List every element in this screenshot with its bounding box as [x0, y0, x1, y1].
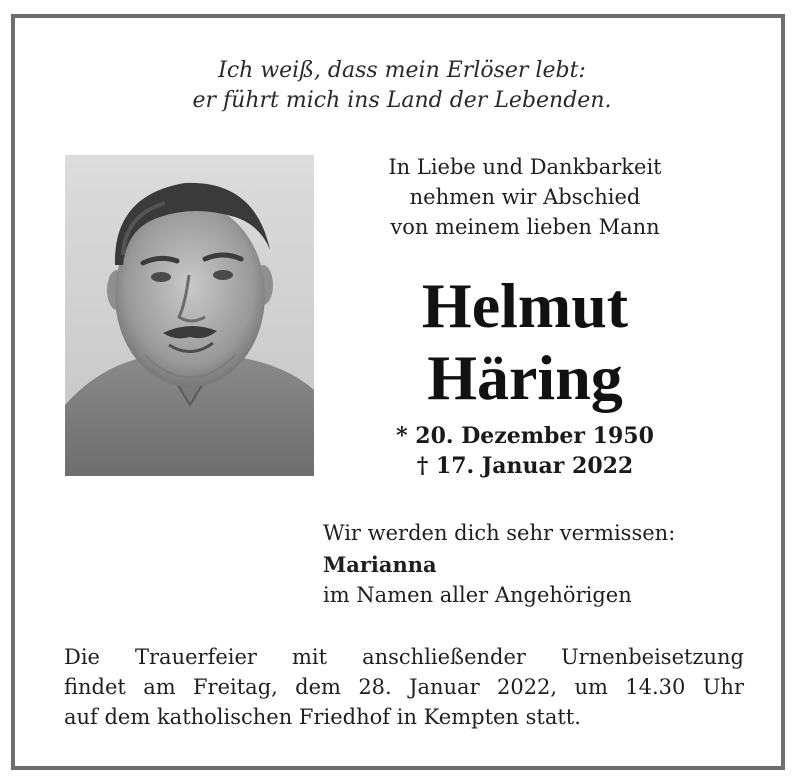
deceased-name: [365, 270, 685, 414]
intro-line-1: In Liebe und Dankbarkeit: [388, 155, 662, 179]
funeral-info: [64, 642, 744, 732]
funeral-line-3: auf dem katholischen Friedhof in Kempten statt.: [64, 705, 581, 729]
birth-date: * 20. Dezember 1950: [396, 423, 654, 449]
relatives-line: im Namen aller Angehörigen: [323, 583, 632, 607]
death-date: † 17. Januar 2022: [416, 453, 634, 479]
farewell-intro: [365, 152, 685, 242]
life-dates: [365, 421, 685, 481]
bible-verse: [15, 56, 789, 116]
mourners-signature: [323, 518, 763, 611]
obituary-notice: [11, 14, 785, 770]
miss-you-line: Wir werden dich sehr vermissen:: [323, 521, 676, 545]
verse-line-1: Ich weiß, dass mein Erlöser lebt:: [218, 58, 586, 83]
mourner-name: Marianna: [323, 552, 437, 577]
funeral-line-1: Die Trauerfeier mit anschließender Urnenbeisetzung: [64, 645, 744, 669]
intro-line-2: nehmen wir Abschied: [409, 185, 641, 209]
intro-line-3: von meinem lieben Mann: [390, 215, 660, 239]
funeral-line-2: findet am Freitag, dem 28. Januar 2022, um 14.30 Uhr: [64, 675, 744, 699]
last-name: Häring: [427, 342, 623, 413]
verse-line-2: er führt mich ins Land der Lebenden.: [192, 88, 612, 113]
first-name: Helmut: [421, 270, 629, 341]
portrait-photo: [65, 155, 314, 476]
